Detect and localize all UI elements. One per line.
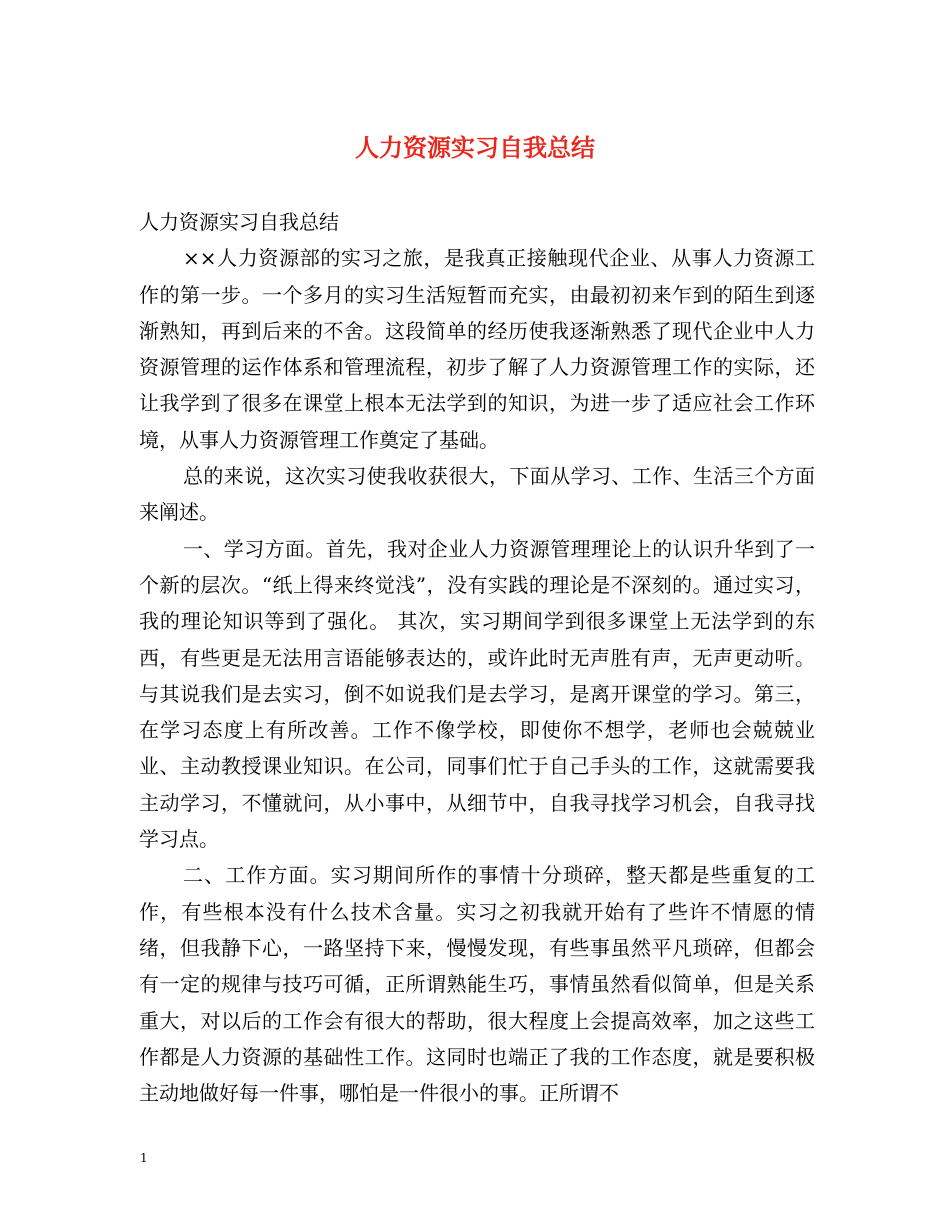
document-subtitle: 人力资源实习自我总结: [139, 210, 339, 234]
paragraph-study: 一、学习方面。首先，我对企业人力资源管理理论上的认识升华到了一个新的层次。“纸上得来终觉浅”，没有实践的理论是不深刻的。通过实习，我的理论知识等到了强化。 其次，实习期间学到很多课堂上无法学到的东西，有些更是无法用言语能够表达的，或许此时无声胜有声，无声更动听。与其说我们是去实习，倒不如说我们是去学习，是离开课堂的学习。第三，在学习态度上有所改善。工作不像学校，即使你不想学，老师也会兢兢业业、主动教授课业知识。在公司，同事们忙于自己手头的工作，这就需要我主动学习，不懂就问，从小事中，从细节中，自我寻找学习机会，自我寻找学习点。: [139, 536, 815, 852]
paragraph-work: 二、工作方面。实习期间所作的事情十分琐碎，整天都是些重复的工作，有些根本没有什么技术含量。实习之初我就开始有了些许不情愿的情绪，但我静下心，一路坚持下来，慢慢发现，有些事虽然平凡琐碎，但都会有一定的规律与技巧可循，正所谓熟能生巧，事情虽然看似简单，但是关系重大，对以后的工作会有很大的帮助，很大程度上会提高效率，加之这些工作都是人力资源的基础性工作。这同时也端正了我的工作态度，就是要积极主动地做好每一件事，哪怕是一件很小的事。正所谓不: [139, 863, 815, 1106]
paragraph-summary: 总的来说，这次实习使我收获很大，下面从学习、工作、生活三个方面来阐述。: [139, 464, 815, 525]
document-title: 人力资源实习自我总结: [355, 133, 595, 162]
page-number: 1: [140, 1151, 148, 1165]
paragraph-intro: ××人力资源部的实习之旅，是我真正接触现代企业、从事人力资源工作的第一步。一个多月的实习生活短暂而充实，由最初初来乍到的陌生到逐渐熟知，再到后来的不舍。这段简单的经历使我逐渐熟悉了现代企业中人力资源管理的运作体系和管理流程，初步了解了人力资源管理工作的实际，还让我学到了很多在课堂上根本无法学到的知识，为进一步了适应社会工作环境，从事人力资源管理工作奠定了基础。: [139, 246, 815, 452]
document-body: [139, 204, 815, 1111]
